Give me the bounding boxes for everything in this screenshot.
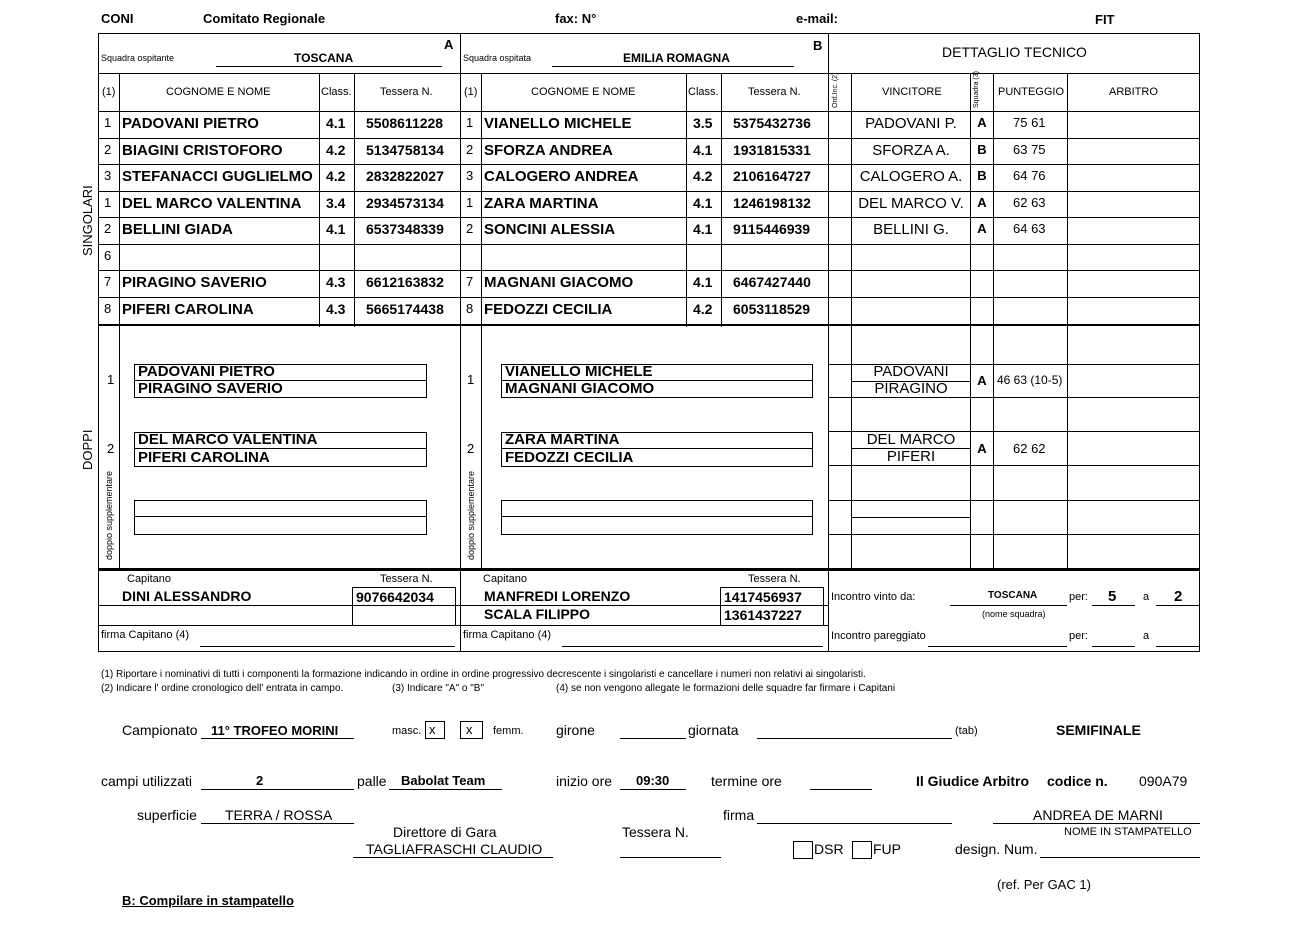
singles-w: CALOGERO A. xyxy=(859,168,963,185)
col-class-a: Class. xyxy=(321,86,352,98)
score-winner: 5 xyxy=(1108,588,1117,605)
singles-sc: 62 63 xyxy=(1013,195,1046,210)
singles-ta: 6537348339 xyxy=(366,221,444,237)
ref-label: (ref. Per GAC 1) xyxy=(997,877,1091,892)
doubles-1-a2: PIRAGINO SAVERIO xyxy=(138,380,283,397)
captain-b-firma: firma Capitano (4) xyxy=(463,629,552,641)
doubles-2-a2: PIFERI CAROLINA xyxy=(138,449,270,466)
tab-label: (tab) xyxy=(955,725,978,737)
singles-a: BIAGINI CRISTOFORO xyxy=(122,142,283,159)
singles-cb: 4.1 xyxy=(693,274,713,290)
singles-a: STEFANACCI GUGLIELMO xyxy=(122,168,313,185)
fup-label: FUP xyxy=(873,841,901,857)
singles-b: FEDOZZI CECILIA xyxy=(484,301,613,318)
col-vincitore: VINCITORE xyxy=(882,86,942,98)
col-tessera-b: Tessera N. xyxy=(748,86,801,98)
stampatello-label: NOME IN STAMPATELLO xyxy=(1064,826,1192,838)
singles-tb: 9115446939 xyxy=(733,221,811,237)
singles-na: 2 xyxy=(104,142,112,157)
comitato-label: Comitato Regionale xyxy=(203,11,326,26)
fase-value: SEMIFINALE xyxy=(1056,722,1141,738)
col-n-a: (1) xyxy=(102,86,116,98)
captain-b-name-2: SCALA FILIPPO xyxy=(484,606,591,622)
singles-ca: 3.4 xyxy=(326,195,346,211)
team-b-name: EMILIA ROMAGNA xyxy=(623,51,730,65)
singles-nb: 8 xyxy=(466,301,474,316)
singles-cb: 4.1 xyxy=(693,195,713,211)
design-label: design. Num. xyxy=(955,841,1038,857)
note-1: (1) Riportare i nominativi di tutti i componenti la formazione indicando in ordine in ordine progressivo decrescente i singolaristi e cancellare i numeri non relativi ai singolaristi. xyxy=(101,669,866,680)
girone-label: girone xyxy=(556,722,595,738)
coni-label: CONI xyxy=(101,11,134,26)
singles-ca: 4.3 xyxy=(326,274,346,290)
singles-nb: 1 xyxy=(466,195,474,210)
giudice-label: Il Giudice Arbitro xyxy=(916,773,1030,789)
fit-label: FIT xyxy=(1095,12,1115,27)
codice-label: codice n. xyxy=(1047,773,1108,789)
codice-value: 090A79 xyxy=(1139,773,1188,789)
col-tessera-a: Tessera N. xyxy=(380,86,433,98)
singles-na: 1 xyxy=(104,115,112,130)
giornata-label: giornata xyxy=(688,722,739,738)
team-a-letter: A xyxy=(444,37,454,52)
doubles-1-winner-2: PIRAGINO xyxy=(874,380,948,397)
nome-squadra-label: (nome squadra) xyxy=(982,609,1046,619)
singles-a: BELLINI GIADA xyxy=(122,221,233,238)
singles-na: 7 xyxy=(104,274,112,289)
doubles-supp-team-a-box[interactable] xyxy=(134,500,427,535)
singles-b: ZARA MARTINA xyxy=(484,195,599,212)
singles-tb: 2106164727 xyxy=(733,168,811,184)
note-3: (3) Indicare "A" o "B" xyxy=(392,683,485,694)
singles-nb: 7 xyxy=(466,274,474,289)
captain-a-label: Capitano xyxy=(127,573,172,585)
doubles-2-winner-2: PIFERI xyxy=(886,448,936,465)
captain-b-name-1: MANFREDI LORENZO xyxy=(484,588,631,604)
fup-checkbox[interactable] xyxy=(852,841,872,859)
singles-na: 6 xyxy=(104,248,112,263)
singles-na: 2 xyxy=(104,221,112,236)
singles-ca: 4.2 xyxy=(326,168,346,184)
incontro-vinto-label: Incontro vinto da: xyxy=(831,591,916,603)
singles-ta: 5508611228 xyxy=(366,115,444,131)
compilare-note: B: Compilare in stampatello xyxy=(122,893,294,908)
direttore-value: TAGLIAFRASCHI CLAUDIO xyxy=(366,841,543,857)
doubles-1-squadra: A xyxy=(977,373,987,388)
masc-check: x xyxy=(429,722,436,737)
email-label: e-mail: xyxy=(796,11,838,26)
singles-sq: A xyxy=(977,221,987,236)
palle-value: Babolat Team xyxy=(401,773,486,788)
singles-sc: 75 61 xyxy=(1013,115,1046,130)
campi-value: 2 xyxy=(256,773,264,788)
singles-ca: 4.1 xyxy=(326,221,346,237)
col-name-a: COGNOME E NOME xyxy=(166,86,271,98)
singles-cb: 4.1 xyxy=(693,142,713,158)
singles-a: DEL MARCO VALENTINA xyxy=(122,195,302,212)
a-label-1: a xyxy=(1143,591,1150,603)
singles-ca: 4.1 xyxy=(326,115,346,131)
singles-a: PIRAGINO SAVERIO xyxy=(122,274,267,291)
singles-nb: 3 xyxy=(466,168,474,183)
doubles-1-b1: VIANELLO MICHELE xyxy=(505,363,653,380)
campionato-value: 11° TROFEO MORINI xyxy=(211,723,339,738)
singles-cb: 4.2 xyxy=(693,301,713,317)
note-2: (2) Indicare l' ordine cronologico dell' entrata in campo. xyxy=(101,683,344,694)
team-b-label: Squadra ospitata xyxy=(463,53,532,63)
col-squadra: Squadra (3) xyxy=(973,71,980,108)
note-4: (4) se non vengono allegate le formazioni delle squadre far firmare i Capitani xyxy=(556,683,896,694)
singles-b: SONCINI ALESSIA xyxy=(484,221,616,238)
fax-label: fax: N° xyxy=(555,11,597,26)
singles-cb: 4.2 xyxy=(693,168,713,184)
palle-label: palle xyxy=(357,773,387,789)
singolari-label: SINGOLARI xyxy=(80,185,95,256)
team-a-name: TOSCANA xyxy=(294,51,354,65)
termine-label: termine ore xyxy=(711,773,782,789)
singles-b: SFORZA ANDREA xyxy=(484,142,613,159)
singles-sq: A xyxy=(977,115,987,130)
superficie-value: TERRA / ROSSA xyxy=(225,807,333,823)
masc-label: masc. xyxy=(392,725,422,737)
doppio-supplementare-b: doppio supplementare xyxy=(466,470,476,560)
captain-b-tessera-1: 1417456937 xyxy=(724,589,802,605)
singles-w: DEL MARCO V. xyxy=(858,195,964,212)
singles-sc: 64 63 xyxy=(1013,221,1046,236)
singles-nb: 1 xyxy=(466,115,474,130)
superficie-label: superficie xyxy=(137,807,197,823)
singles-na: 8 xyxy=(104,301,112,316)
doubles-2-squadra: A xyxy=(977,441,987,456)
singles-ta: 2934573134 xyxy=(366,195,444,211)
femm-check: x xyxy=(466,722,473,737)
doubles-1-n-a: 1 xyxy=(107,372,115,387)
singles-b: MAGNANI GIACOMO xyxy=(484,274,634,291)
per-label-1: per: xyxy=(1069,591,1088,603)
singles-ta: 5665174438 xyxy=(366,301,444,317)
singles-tb: 5375432736 xyxy=(733,115,811,131)
singles-sq: A xyxy=(977,195,987,210)
singles-cb: 4.1 xyxy=(693,221,713,237)
direttore-label: Direttore di Gara xyxy=(393,824,497,840)
singles-tb: 1931815331 xyxy=(733,142,811,158)
incontro-vinto-team: TOSCANA xyxy=(988,590,1038,601)
singles-b: VIANELLO MICHELE xyxy=(484,115,632,132)
singles-ca: 4.3 xyxy=(326,301,346,317)
singles-a: PADOVANI PIETRO xyxy=(122,115,259,132)
dsr-label: DSR xyxy=(814,841,844,857)
dettaglio-tecnico: DETTAGLIO TECNICO xyxy=(942,44,1087,60)
singles-tb: 6053118529 xyxy=(733,301,811,317)
singles-nb: 2 xyxy=(466,221,474,236)
doubles-1-a1: PADOVANI PIETRO xyxy=(138,363,275,380)
singles-na: 1 xyxy=(104,195,112,210)
col-ordinc: Ord.Inc. (2) xyxy=(832,72,839,108)
dsr-checkbox[interactable] xyxy=(793,841,813,859)
firma-label: firma xyxy=(723,807,755,823)
col-arbitro: ARBITRO xyxy=(1109,86,1158,98)
doubles-1-winner-1: PADOVANI xyxy=(873,363,949,380)
doubles-2-n-a: 2 xyxy=(107,441,115,456)
a-label-2: a xyxy=(1143,630,1150,642)
singles-cb: 3.5 xyxy=(693,115,713,131)
singles-ta: 6612163832 xyxy=(366,274,444,290)
singles-ta: 2832822027 xyxy=(366,168,444,184)
inizio-label: inizio ore xyxy=(556,773,613,789)
doubles-1-n-b: 1 xyxy=(467,372,475,387)
singles-w: SFORZA A. xyxy=(872,142,950,159)
singles-w: BELLINI G. xyxy=(873,221,949,238)
singles-sq: B xyxy=(977,142,987,157)
inizio-value: 09:30 xyxy=(636,773,670,788)
incontro-pareggiato-label: Incontro pareggiato xyxy=(831,630,926,642)
doubles-2-a1: DEL MARCO VALENTINA xyxy=(138,431,318,448)
col-punteggio: PUNTEGGIO xyxy=(998,86,1065,98)
captain-b-tessera-2: 1361437227 xyxy=(724,607,802,623)
captain-a-tessera: 9076642034 xyxy=(356,589,434,605)
singles-na: 3 xyxy=(104,168,112,183)
singles-sc: 64 76 xyxy=(1013,168,1046,183)
captain-b-label: Capitano xyxy=(483,573,528,585)
col-n-b: (1) xyxy=(464,86,478,98)
singles-a: PIFERI CAROLINA xyxy=(122,301,254,318)
singles-b: CALOGERO ANDREA xyxy=(484,168,639,185)
col-name-b: COGNOME E NOME xyxy=(531,86,636,98)
doubles-1-b2: MAGNANI GIACOMO xyxy=(505,380,655,397)
doubles-2-winner-1: DEL MARCO xyxy=(866,431,956,448)
campi-label: campi utilizzati xyxy=(101,773,193,789)
team-b-letter: B xyxy=(813,38,823,53)
singles-tb: 1246198132 xyxy=(733,195,811,211)
doubles-2-n-b: 2 xyxy=(467,441,475,456)
doubles-1-score: 46 63 (10-5) xyxy=(997,373,1063,387)
col-class-b: Class. xyxy=(688,86,719,98)
captain-a-tessera-label: Tessera N. xyxy=(380,573,433,585)
doubles-2-b2: FEDOZZI CECILIA xyxy=(505,449,634,466)
singles-w: PADOVANI P. xyxy=(865,115,957,132)
doubles-supp-team-b-box[interactable] xyxy=(501,500,813,535)
singles-nb: 2 xyxy=(466,142,474,157)
singles-sq: B xyxy=(977,168,987,183)
campionato-label: Campionato xyxy=(122,722,198,738)
team-a-label: Squadra ospitante xyxy=(101,53,175,63)
doubles-2-score: 62 62 xyxy=(1013,441,1046,456)
score-loser: 2 xyxy=(1174,588,1183,605)
doubles-2-b1: ZARA MARTINA xyxy=(505,431,620,448)
captain-a-name: DINI ALESSANDRO xyxy=(122,588,252,604)
singles-tb: 6467427440 xyxy=(733,274,811,290)
femm-label: femm. xyxy=(493,725,524,737)
singles-ta: 5134758134 xyxy=(366,142,444,158)
doppio-supplementare-a: doppio supplementare xyxy=(104,470,114,560)
singles-sc: 63 75 xyxy=(1013,142,1046,157)
per-label-2: per: xyxy=(1069,630,1088,642)
singles-ca: 4.2 xyxy=(326,142,346,158)
captain-a-firma: firma Capitano (4) xyxy=(101,629,190,641)
arbitro-nome: ANDREA DE MARNI xyxy=(1033,807,1163,823)
direttore-tessera-label: Tessera N. xyxy=(622,824,689,840)
doppi-label: DOPPI xyxy=(80,429,95,470)
captain-b-tessera-label: Tessera N. xyxy=(748,573,801,585)
